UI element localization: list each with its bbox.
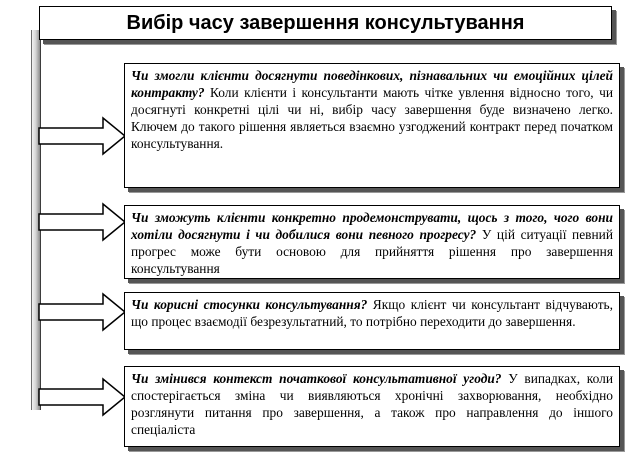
criterion-question: Чи змінився контекст початкової консультативної угоди? [131, 371, 502, 386]
arrow-1-icon [37, 116, 127, 156]
diagram-title-text: Вибір часу завершення консультування [126, 11, 525, 34]
criterion-text: У випадках, коли спостерігається зміна чи виявляються хронічні захворювання, необхідно розглянути питання про завершення, а також про направлення до іншого спеціаліста [131, 371, 613, 437]
criterion-box-4 [124, 366, 620, 447]
criterion-box-2 [124, 205, 620, 279]
criterion-text: Якщо клієнт чи консультант відчувають, що процес взаємодії безрезультатний, то потрібно переходити до завершення. [131, 297, 613, 329]
criterion-text: Коли клієнти і консультанти мають чітке увлення відносно того, чи досягнуті конкретні цілі чи ні, вибір часу завершення буде визначено легко. Ключем до такого рішення являеться взаємно узгоджений контракт перед початком консультування. [131, 85, 613, 151]
arrow-3-icon [37, 292, 127, 332]
criterion-box-1 [124, 63, 620, 188]
arrow-4-icon [37, 377, 127, 417]
diagram-title [39, 6, 612, 40]
criterion-question: Чи зможуть клієнти конкретно продемонструвати, щось з того, чого вони хотіли досягнути і чи добилися вони певного прогресу? [131, 210, 613, 242]
criterion-text: У цій ситуації певний прогрес може бути основою для прийняття рішення про завершення консультування [131, 227, 613, 276]
criterion-question: Чи змогли клієнти досягнути поведінкових, пізнавальних чи емоційних цілей контракту? [131, 68, 613, 100]
criterion-box-3 [124, 292, 620, 350]
arrow-2-icon [37, 202, 127, 242]
criterion-question: Чи корисні стосунки консультування? [131, 297, 368, 312]
